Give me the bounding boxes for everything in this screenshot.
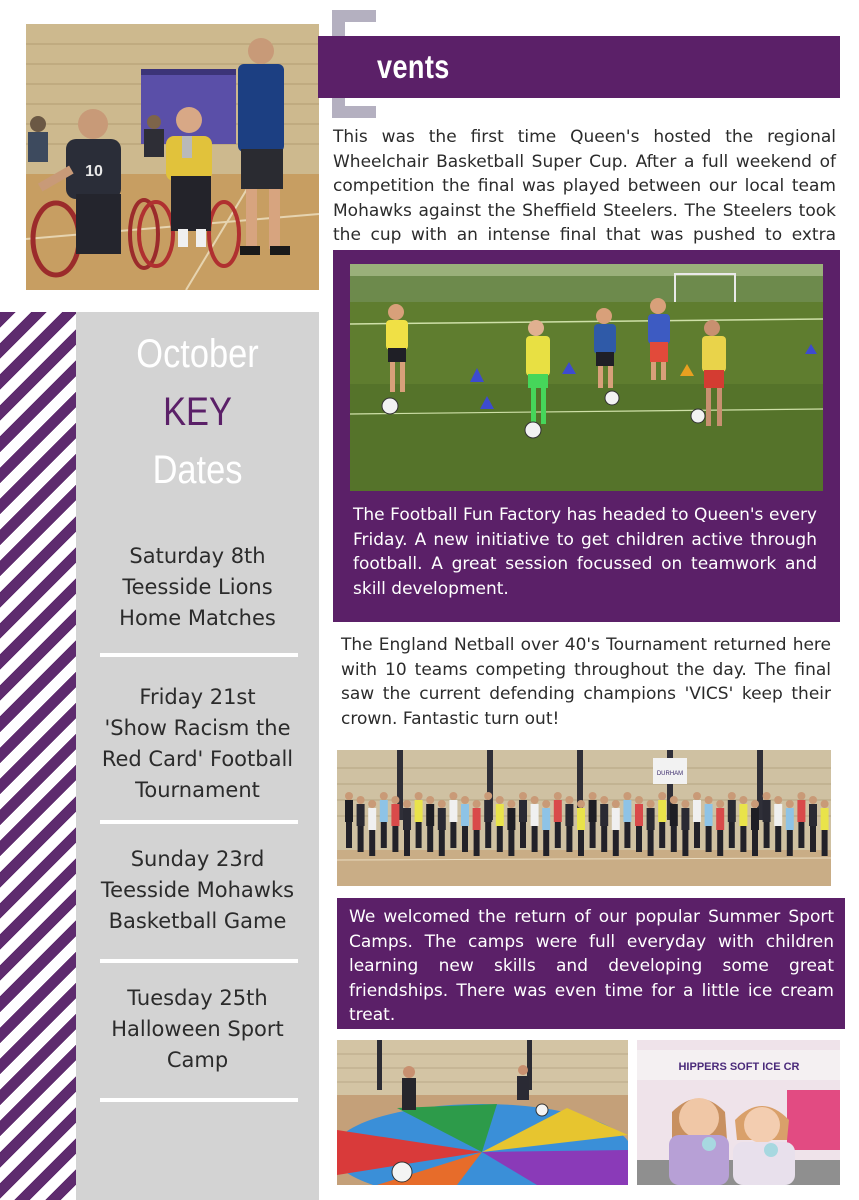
crowd-person-head <box>786 800 794 808</box>
football-training-photo <box>350 264 823 491</box>
crowd-person-legs <box>404 830 410 856</box>
crowd-person-legs <box>682 830 688 856</box>
crowd-person-body <box>821 808 829 830</box>
crowd-person-body <box>681 808 689 830</box>
crowd-person-legs <box>485 822 491 848</box>
crowd-person-body <box>600 804 608 826</box>
crowd-person-legs <box>601 826 607 852</box>
crowd-person-body <box>380 800 388 822</box>
crowd-person-head <box>391 796 399 804</box>
key-date-desc: Home Matches <box>119 606 276 630</box>
key-date-day: Friday 21st <box>139 685 256 709</box>
key-date-desc: Halloween Sport <box>111 1017 284 1041</box>
crowd-person-head <box>554 792 562 800</box>
crowd-person-legs <box>369 830 375 856</box>
crowd-person-legs <box>822 830 828 856</box>
crowd-person-legs <box>810 826 816 852</box>
crowd-person-head <box>693 792 701 800</box>
crowd-person-body <box>728 800 736 822</box>
key-date-item <box>76 682 319 806</box>
parachute-games-photo <box>337 1040 628 1185</box>
key-date-day: Saturday 8th <box>129 544 266 568</box>
crowd-person-legs <box>624 822 630 848</box>
crowd-person-body <box>577 808 585 830</box>
crowd-person-head <box>705 796 713 804</box>
crowd-person-head <box>728 792 736 800</box>
crowd-person-body <box>519 800 527 822</box>
crowd-person-body <box>473 808 481 830</box>
crowd-person-legs <box>717 830 723 856</box>
crowd-person-body <box>797 800 805 822</box>
crowd-person-head <box>670 796 678 804</box>
crowd-person-body <box>589 800 597 822</box>
crowd-person-legs <box>740 826 746 852</box>
crowd-person-head <box>473 800 481 808</box>
key-date-item <box>76 983 319 1076</box>
crowd-person-body <box>716 808 724 830</box>
crowd-person-head <box>484 792 492 800</box>
ice-cream-photo <box>637 1040 840 1185</box>
crowd-person-head <box>507 800 515 808</box>
key-date-desc: Tournament <box>135 778 260 802</box>
crowd-person-legs <box>729 822 735 848</box>
crowd-person-body <box>647 808 655 830</box>
crowd-person-legs <box>439 830 445 856</box>
crowd-person-head <box>635 796 643 804</box>
football-box-text: The Football Fun Factory has headed to Queen's every Friday. A new initiative to get children active through football. A great session focussed on teamwork and skill development. <box>353 505 817 599</box>
crowd-person-body <box>693 800 701 822</box>
crowd-person-body <box>623 800 631 822</box>
crowd-person-body <box>391 804 399 826</box>
events-title: vents <box>377 48 450 85</box>
crowd-person-body <box>484 800 492 822</box>
crowd-person-head <box>368 800 376 808</box>
key-date-day: Tuesday 25th <box>127 986 268 1010</box>
crowd-person-head <box>763 792 771 800</box>
crowd-person-body <box>438 808 446 830</box>
durham-banner-text: DURHAM <box>656 771 684 777</box>
key-date-day: Sunday 23rd <box>130 847 265 871</box>
crowd-person-legs <box>462 826 468 852</box>
ice-cream-van-sign: HIPPERS SOFT ICE CR <box>678 1061 800 1073</box>
crowd-person-head <box>449 792 457 800</box>
crowd-person-head <box>496 796 504 804</box>
key-date-item <box>76 541 319 634</box>
events-paragraph-netball: The England Netball over 40's Tournament returned here with 10 teams competing throughout the day. The final saw the current defending champions 'VICS' keep their crown. Fantastic turn out! <box>341 635 831 729</box>
crowd-person-head <box>809 796 817 804</box>
crowd-person-legs <box>636 826 642 852</box>
crowd-person-head <box>531 796 539 804</box>
crowd-person-body <box>670 804 678 826</box>
crowd-person-head <box>357 796 365 804</box>
crowd-person-legs <box>532 826 538 852</box>
decorative-stripes <box>0 312 76 1200</box>
crowd-person-body <box>449 800 457 822</box>
key-date-desc: Camp <box>166 1048 229 1072</box>
wheelchair-basketball-photo <box>26 24 319 290</box>
crowd-person-head <box>774 796 782 804</box>
crowd-person-body <box>345 800 353 822</box>
crowd-person-body <box>426 804 434 826</box>
crowd-person-head <box>519 792 527 800</box>
crowd-person-body <box>507 808 515 830</box>
crowd-person-legs <box>798 822 804 848</box>
crowd-person-head <box>623 792 631 800</box>
crowd-person-legs <box>578 830 584 856</box>
crowd-person-body <box>705 804 713 826</box>
crowd-person-body <box>739 804 747 826</box>
crowd-person-body <box>531 804 539 826</box>
key-date-divider <box>100 959 298 963</box>
crowd-person-head <box>589 792 597 800</box>
crowd-person-legs <box>648 830 654 856</box>
crowd-person-body <box>774 804 782 826</box>
crowd-person-legs <box>694 822 700 848</box>
crowd-person-head <box>797 792 805 800</box>
crowd-person-legs <box>381 822 387 848</box>
crowd-person-legs <box>671 826 677 852</box>
crowd-person-legs <box>752 830 758 856</box>
key-dates-panel <box>76 312 319 1200</box>
crowd-person-legs <box>346 822 352 848</box>
crowd-person-head <box>658 792 666 800</box>
crowd-person-body <box>554 800 562 822</box>
crowd-person-head <box>821 800 829 808</box>
crowd-person-body <box>403 808 411 830</box>
events-paragraph-basketball: This was the first time Queen's hosted the regional Wheelchair Basketball Super Cup. After a full weekend of competition the final was played between our local team Mohawks against the Sheffield Steelers. The Steelers took the cup with an intense final that was pushed to extra <box>333 127 836 245</box>
crowd-person-legs <box>787 830 793 856</box>
crowd-person-head <box>565 796 573 804</box>
key-dates-heading-dates: Dates <box>152 448 243 492</box>
crowd-person-head <box>438 800 446 808</box>
crowd-person-head <box>751 800 759 808</box>
key-date-desc: Red Card' Football <box>101 747 294 771</box>
jersey-number: 10 <box>85 163 103 180</box>
key-date-desc: 'Show Racism the <box>104 716 291 740</box>
crowd-person-head <box>612 800 620 808</box>
crowd-person-head <box>739 796 747 804</box>
key-date-desc: Teesside Mohawks <box>100 878 295 902</box>
crowd-person-body <box>368 808 376 830</box>
crowd-person-legs <box>416 822 422 848</box>
crowd-person-legs <box>543 830 549 856</box>
crowd-person-body <box>357 804 365 826</box>
crowd-person-body <box>415 800 423 822</box>
crowd-person-legs <box>613 830 619 856</box>
crowd-person-head <box>345 792 353 800</box>
key-dates-heading-key: KEY <box>163 390 232 434</box>
crowd-person-head <box>716 800 724 808</box>
key-date-item <box>76 844 319 937</box>
crowd-person-body <box>542 808 550 830</box>
crowd-person-body <box>565 804 573 826</box>
key-date-divider <box>100 653 298 657</box>
crowd-person-head <box>647 800 655 808</box>
key-date-divider <box>100 1098 298 1102</box>
crowd-person-head <box>577 800 585 808</box>
crowd-person-body <box>809 804 817 826</box>
crowd-person-legs <box>508 830 514 856</box>
crowd-person-body <box>635 804 643 826</box>
netball-tournament-photo <box>337 750 831 886</box>
crowd-person-legs <box>450 822 456 848</box>
crowd-person-body <box>612 808 620 830</box>
crowd-person-body <box>751 808 759 830</box>
crowd-person-legs <box>427 826 433 852</box>
summer-camp-text: We welcomed the return of our popular Summer Sport Camps. The camps were full everyday with children learning new skills and developing some great friendships. There was even time for a little ice cream treat. <box>349 907 834 1025</box>
crowd-person-head <box>542 800 550 808</box>
crowd-person-legs <box>566 826 572 852</box>
key-dates-heading-month: October <box>136 332 259 376</box>
crowd-person-body <box>496 804 504 826</box>
crowd-person-legs <box>775 826 781 852</box>
crowd-person-head <box>403 800 411 808</box>
crowd-person-head <box>461 796 469 804</box>
crowd-person-legs <box>497 826 503 852</box>
crowd-person-legs <box>358 826 364 852</box>
key-date-divider <box>100 820 298 824</box>
crowd-person-legs <box>764 822 770 848</box>
key-date-desc: Teesside Lions <box>122 575 273 599</box>
crowd-person-body <box>461 804 469 826</box>
crowd-person-head <box>380 792 388 800</box>
crowd-person-legs <box>474 830 480 856</box>
crowd-person-legs <box>520 822 526 848</box>
crowd-person-body <box>658 800 666 822</box>
crowd-person-legs <box>392 826 398 852</box>
crowd-person-head <box>681 800 689 808</box>
crowd-person-legs <box>706 826 712 852</box>
crowd-person-legs <box>590 822 596 848</box>
crowd-person-body <box>786 808 794 830</box>
crowd-person-head <box>600 796 608 804</box>
crowd-person-head <box>415 792 423 800</box>
crowd-person-legs <box>659 822 665 848</box>
crowd-person-body <box>763 800 771 822</box>
key-date-desc: Basketball Game <box>108 909 287 933</box>
crowd-person-head <box>426 796 434 804</box>
crowd-person-legs <box>555 822 561 848</box>
